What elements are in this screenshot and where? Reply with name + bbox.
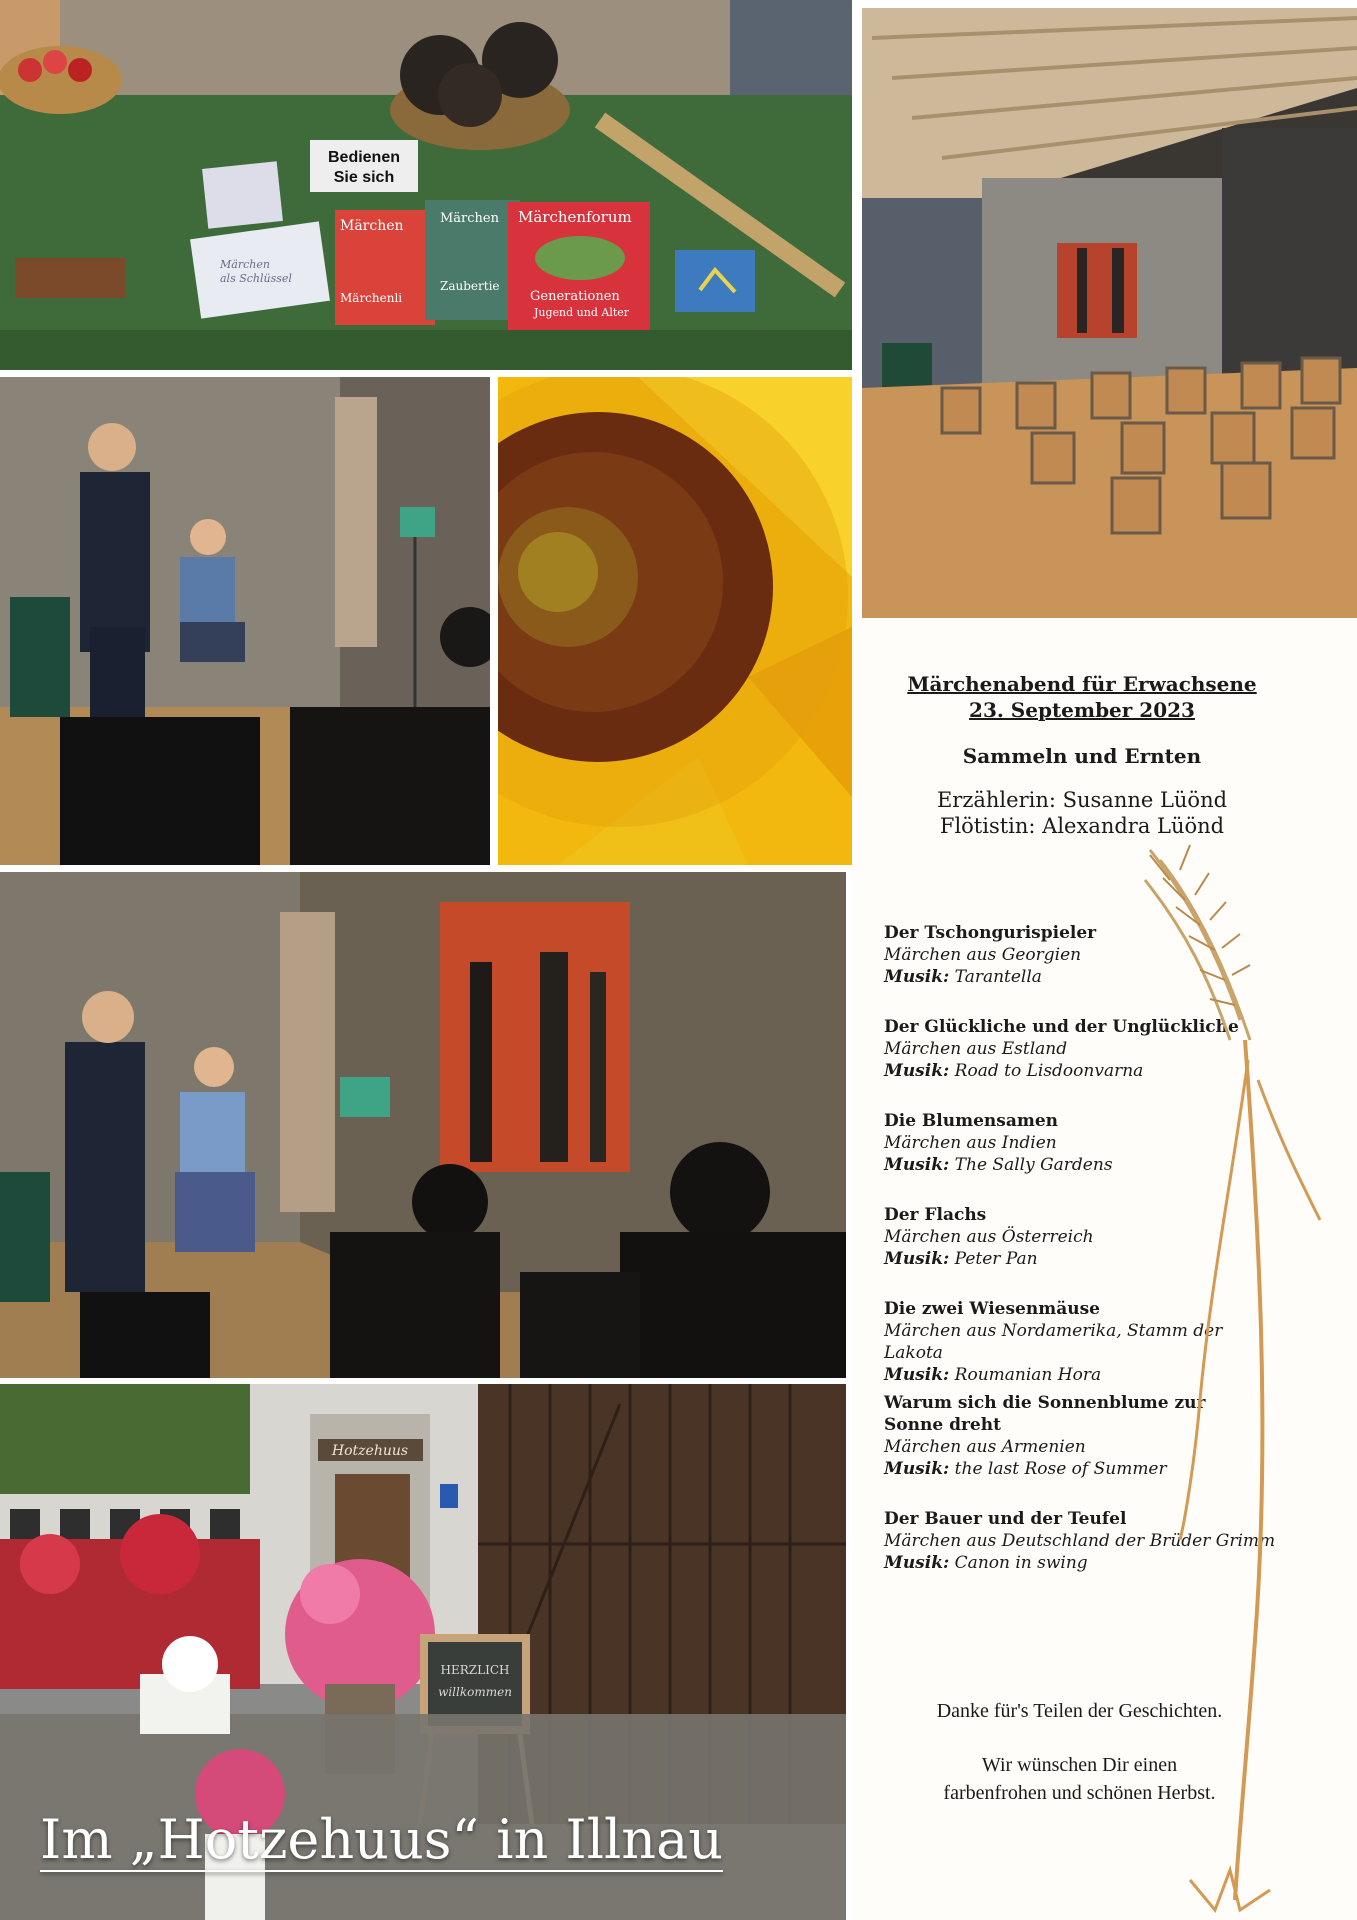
photo-empty-hall bbox=[862, 8, 1357, 618]
story-origin: Märchen aus Estland bbox=[884, 1039, 1068, 1059]
location-caption: Im „Hotzehuus“ in Illnau bbox=[40, 1808, 724, 1871]
story-origin: Märchen aus Nordamerika, Stamm der Lakota bbox=[884, 1321, 1223, 1363]
story-music: Roumanian Hora bbox=[954, 1365, 1102, 1385]
thanks-text: Danke für's Teilen der Geschichten. bbox=[936, 1700, 1223, 1722]
story-music: The Sally Gardens bbox=[954, 1155, 1113, 1175]
story-music: Peter Pan bbox=[954, 1249, 1038, 1269]
program-narrator: Erzählerin: Susanne Lüönd bbox=[936, 788, 1228, 812]
booklet-3-title: Märchenforum bbox=[518, 208, 632, 226]
booklet-1-sub: Märchenli bbox=[340, 291, 403, 305]
booklet-2-sub: Zaubertie bbox=[440, 279, 500, 293]
story-music-label: Musik: bbox=[884, 1459, 950, 1479]
board-line2: willkommen bbox=[438, 1685, 512, 1699]
booklet-4-sub: als Schlüssel bbox=[220, 272, 292, 285]
photo-storyteller-stage bbox=[0, 377, 490, 865]
story-music: Canon in swing bbox=[954, 1553, 1088, 1573]
booklet-3-sub2: Jugend und Alter bbox=[534, 306, 630, 319]
table-sign-line2: Sie sich bbox=[333, 169, 395, 186]
board-line1: HERZLICH bbox=[440, 1663, 510, 1677]
photo-performers-bow bbox=[0, 872, 846, 1378]
booklet-2-title: Märchen bbox=[440, 211, 499, 226]
booklet-4-title: Märchen bbox=[220, 258, 270, 271]
story-origin: Märchen aus Georgien bbox=[884, 945, 1082, 965]
program-flutist: Flötistin: Alexandra Lüönd bbox=[939, 814, 1225, 838]
story-title: Die Blumensamen bbox=[884, 1111, 1059, 1131]
booklet-3-sub1: Generationen bbox=[530, 289, 620, 304]
story-music-label: Musik: bbox=[884, 967, 950, 987]
story-music: Tarantella bbox=[954, 967, 1042, 987]
wish-line-1: Wir wünschen Dir einen bbox=[981, 1754, 1178, 1776]
wish-line-2: farbenfrohen und schönen Herbst. bbox=[943, 1782, 1216, 1804]
story-title: Der Tschongurispieler bbox=[884, 923, 1097, 943]
wheat-illustration bbox=[1130, 840, 1350, 1920]
story-music-label: Musik: bbox=[884, 1553, 950, 1573]
program-theme: Sammeln und Ernten bbox=[962, 744, 1202, 768]
story-music: Road to Lisdoonvarna bbox=[954, 1061, 1144, 1081]
photo-sunflower bbox=[498, 377, 852, 865]
story-music-label: Musik: bbox=[884, 1249, 950, 1269]
story-origin: Märchen aus Österreich bbox=[884, 1227, 1094, 1247]
story-title: Die zwei Wiesenmäuse bbox=[884, 1299, 1100, 1319]
photo-booklet-table bbox=[0, 0, 852, 370]
table-sign-line1: Bedienen bbox=[327, 149, 401, 166]
story-title: Der Bauer und der Teufel bbox=[884, 1509, 1127, 1529]
story-title: Der Glückliche und der Unglückliche bbox=[884, 1017, 1239, 1037]
program-title: Märchenabend für Erwachsene bbox=[907, 672, 1257, 696]
story-title: Der Flachs bbox=[884, 1205, 987, 1225]
story-origin: Märchen aus Indien bbox=[884, 1133, 1057, 1153]
story-music-label: Musik: bbox=[884, 1155, 950, 1175]
story-title: Warum sich die Sonnenblume zur Sonne dreht bbox=[884, 1393, 1206, 1435]
booklet-1-title: Märchen bbox=[340, 218, 404, 234]
program-date: 23. September 2023 bbox=[969, 698, 1195, 722]
story-music: the last Rose of Summer bbox=[954, 1459, 1167, 1479]
story-music-label: Musik: bbox=[884, 1061, 950, 1081]
building-sign: Hotzehuus bbox=[331, 1443, 409, 1459]
story-origin: Märchen aus Deutschland der Brüder Grimm bbox=[884, 1531, 1276, 1551]
story-origin: Märchen aus Armenien bbox=[884, 1437, 1086, 1457]
story-music-label: Musik: bbox=[884, 1365, 950, 1385]
